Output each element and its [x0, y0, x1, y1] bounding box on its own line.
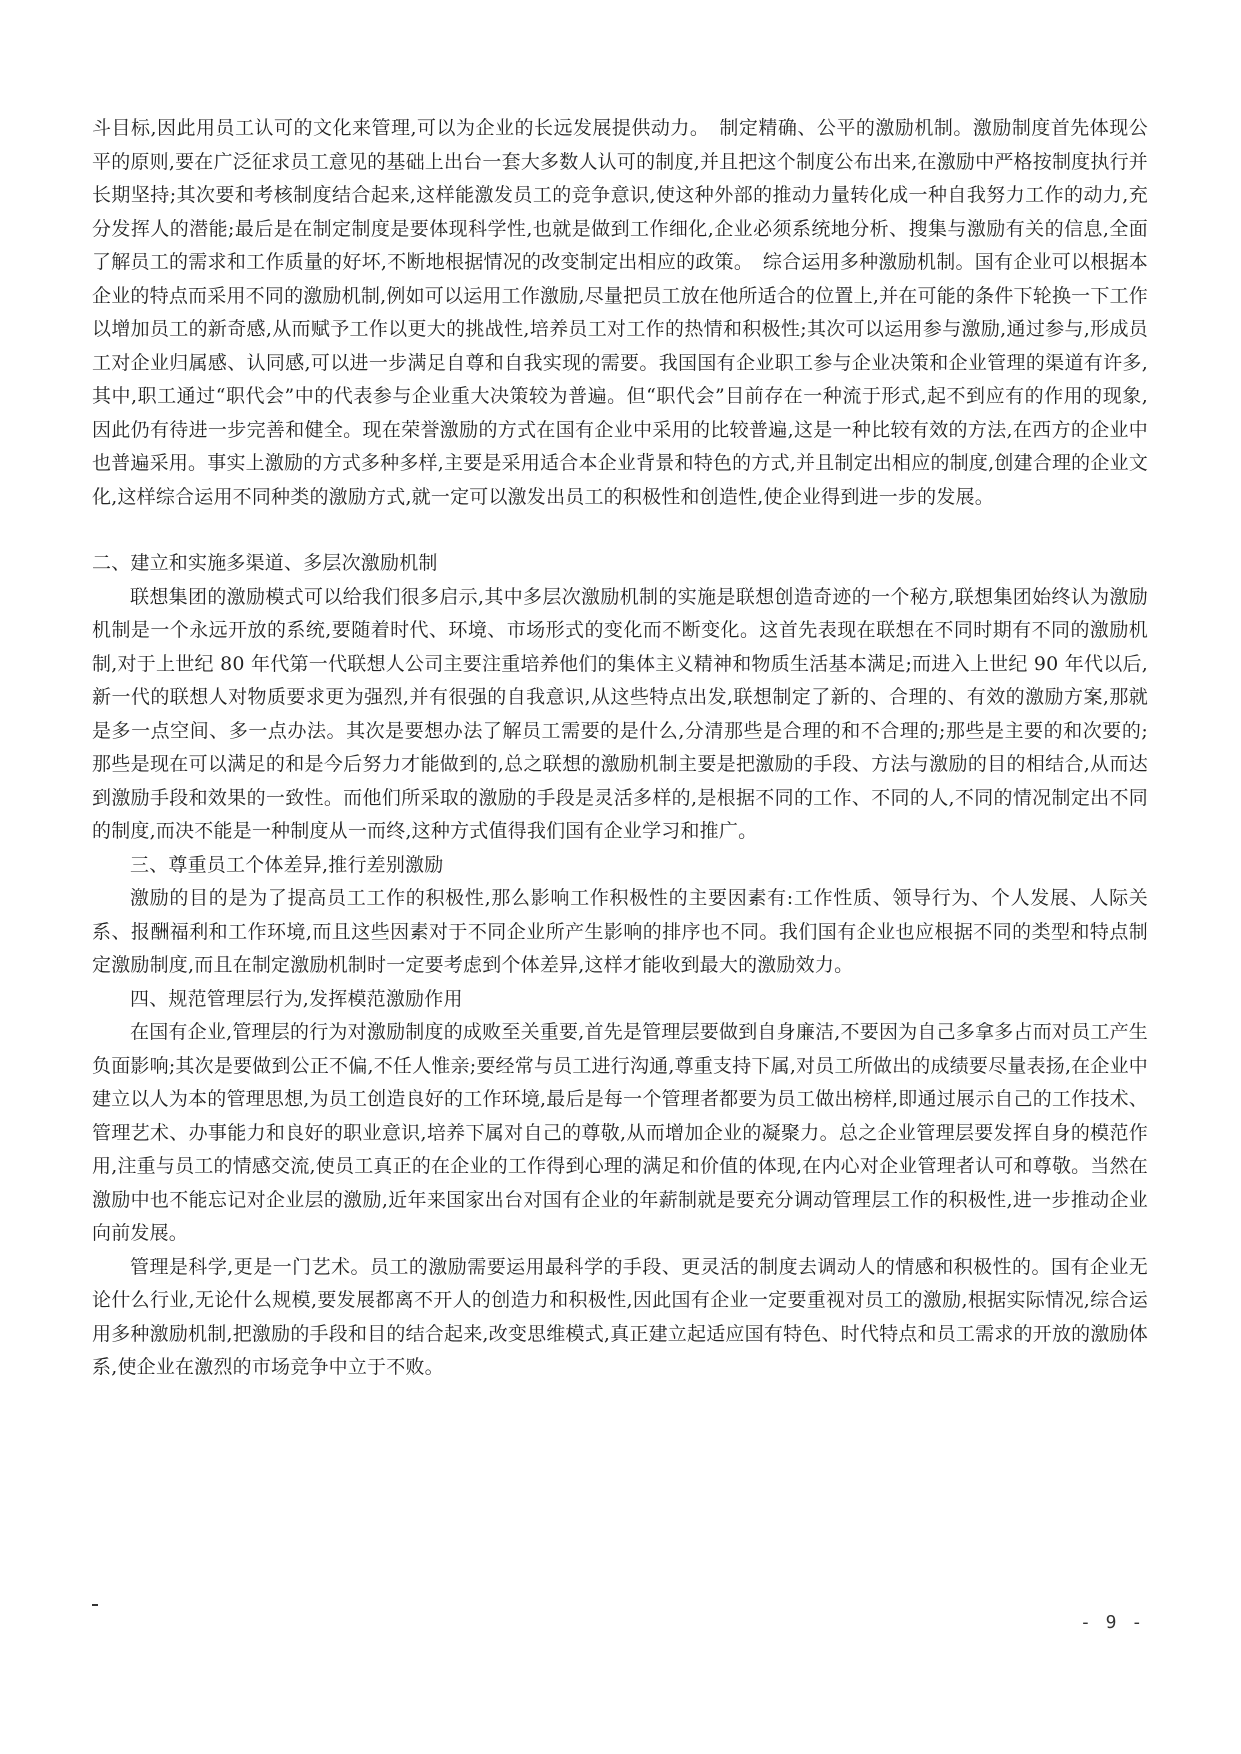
- body-paragraph: 在国有企业,管理层的行为对激励制度的成败至关重要,首先是管理层要做到自身廉洁,不要因为自己多拿多占而对员工产生负面影响;其次是要做到公正不偏,不任人惟亲;要经常与员工进行沟通,尊重支持下属,对员工所做出的成绩要尽量表扬,在企业中建立以人为本的管理思想,为员工创造良好的工作环境,最后是每一个管理者都要为员工做出榜样,即通过展示自己的工作技术、管理艺术、办事能力和良好的职业意识,培养下属对自己的尊敬,从而增加企业的凝聚力。总之企业管理层要发挥自身的模范作用,注重与员工的情感交流,使员工真正的在企业的工作得到心理的满足和价值的体现,在内心对企业管理者认可和尊敬。当然在激励中也不能忘记对企业层的激励,近年来国家出台对国有企业的年薪制就是要充分调动管理层工作的积极性,进一步推动企业向前发展。: [92, 1021, 1148, 1244]
- document-body: [92, 112, 1148, 1385]
- section-heading: 三、尊重员工个体差异,推行差别激励: [130, 853, 444, 876]
- body-paragraph: 斗目标,因此用员工认可的文化来管理,可以为企业的长远发展提供动力。 制定精确、公平的激励机制。激励制度首先体现公平的原则,要在广泛征求员工意见的基础上出台一套大多数人认可的制度,并且把这个制度公布出来,在激励中严格按制度执行并长期坚持;其次要和考核制度结合起来,这样能激发员工的竞争意识,使这种外部的推动力量转化成一种自我努力工作的动力,充分发挥人的潜能;最后是在制定制度是要体现科学性,也就是做到工作细化,企业必须系统地分析、搜集与激励有关的信息,全面了解员工的需求和工作质量的好坏,不断地根据情况的改变制定出相应的政策。 综合运用多种激励机制。国有企业可以根据本企业的特点而采用不同的激励机制,例如可以运用工作激励,尽量把员工放在他所适合的位置上,并在可能的条件下轮换一下工作以增加员工的新奇感,从而赋予工作以更大的挑战性,培养员工对工作的热情和积极性;其次可以运用参与激励,通过参与,形成员工对企业归属感、认同感,可以进一步满足自尊和自我实现的需要。我国国有企业职工参与企业决策和企业管理的渠道有许多,其中,职工通过“职代会”中的代表参与企业重大决策较为普遍。但“职代会”目前存在一种流于形式,起不到应有的作用的现象,因此仍有待进一步完善和健全。现在荣誉激励的方式在国有企业中采用的比较普遍,这是一种比较有效的方法,在西方的企业中也普遍采用。事实上激励的方式多种多样,主要是采用适合本企业背景和特色的方式,并且制定出相应的制度,创建合理的企业文化,这样综合运用不同种类的激励方式,就一定可以激发出员工的积极性和创造性,使企业得到进一步的发展。: [92, 117, 1148, 508]
- section-heading: 二、建立和实施多渠道、多层次激励机制: [92, 552, 438, 574]
- body-paragraph: 激励的目的是为了提高员工工作的积极性,那么影响工作积极性的主要因素有:工作性质、领导行为、个人发展、人际关系、报酬福利和工作环境,而且这些因素对于不同企业所产生影响的排序也不同。我们国有企业也应根据不同的类型和特点制定激励制度,而且在制定激励机制时一定要考虑到个体差异,这样才能收到最大的激励效力。: [92, 887, 1148, 976]
- body-paragraph: 管理是科学,更是一门艺术。员工的激励需要运用最科学的手段、更灵活的制度去调动人的情感和积极性的。国有企业无论什么行业,无论什么规模,要发展都离不开人的创造力和积极性,因此国有企业一定要重视对员工的激励,根据实际情况,综合运用多种激励机制,把激励的手段和目的结合起来,改变思维模式,真正建立起适应国有特色、时代特点和员工需求的开放的激励体系,使企业在激烈的市场竞争中立于不败。: [92, 1255, 1148, 1378]
- section-heading: 四、规范管理层行为,发挥模范激励作用: [130, 987, 463, 1010]
- footer-mark: [92, 1604, 98, 1606]
- page-number: - 9 -: [1080, 1612, 1145, 1633]
- body-paragraph: 联想集团的激励模式可以给我们很多启示,其中多层次激励机制的实施是联想创造奇迹的一个秘方,联想集团始终认为激励机制是一个永远开放的系统,要随着时代、环境、市场形式的变化而不断变化。这首先表现在联想在不同时期有不同的激励机制,对于上世纪 80 年代第一代联想人公司主要注重培养他们的集体主义精神和物质生活基本满足;而进入上世纪 90 年代以后,新一代的联想人对物质要求更为强烈,并有很强的自我意识,从这些特点出发,联想制定了新的、合理的、有效的激励方案,那就是多一点空间、多一点办法。其次是要想办法了解员工需要的是什么,分清那些是合理的和不合理的;那些是主要的和次要的;那些是现在可以满足的和是今后努力才能做到的,总之联想的激励机制主要是把激励的手段、方法与激励的目的相结合,从而达到激励手段和效果的一致性。而他们所采取的激励的手段是灵活多样的,是根据不同的工作、不同的人,不同的情况制定出不同的制度,而决不能是一种制度从一而终,这种方式值得我们国有企业学习和推广。: [92, 585, 1148, 842]
